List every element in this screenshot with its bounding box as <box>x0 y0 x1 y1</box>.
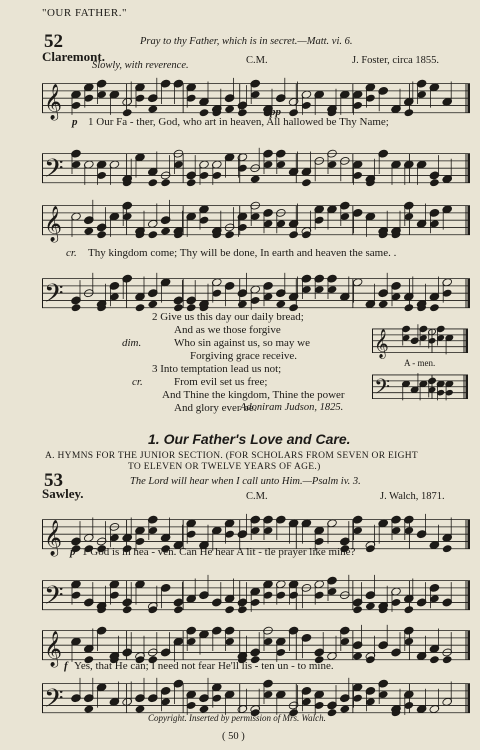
hymn-52-dynamic-pp: pp <box>270 106 281 118</box>
svg-text:𝄢: 𝄢 <box>44 581 64 617</box>
verse-line: And glory ever be. <box>174 402 257 414</box>
hymn-53-dynamic-p: p <box>70 546 76 558</box>
hymn-53-lyric-line-1: 1 God is in hea - ven. Can He hear A lit - tle prayer like mine? <box>82 546 356 558</box>
hymn-52-bass-staff-2 <box>42 275 470 315</box>
hymn-52-tune-name: Claremont. <box>42 49 105 64</box>
verse-line: Who sin against us, so may we <box>174 337 310 349</box>
svg-text:𝄢: 𝄢 <box>44 279 64 315</box>
hymn-52-author: Adoniram Judson, 1825. <box>240 402 344 413</box>
hymn-52-verses <box>112 311 345 415</box>
hymn-52-treble-staff-2 <box>42 202 470 242</box>
hymn-52-dynamic-p: p <box>72 116 78 128</box>
verse-mark: cr. <box>132 376 143 388</box>
verse-line: And Thine the kingdom, Thine the power <box>162 389 345 401</box>
svg-text:𝄞: 𝄞 <box>44 206 63 242</box>
section-title: 1. Our Father's Love and Care. <box>148 431 351 447</box>
hymn-52-tempo: Slowly, with reverence. <box>92 60 189 71</box>
svg-text:𝄞: 𝄞 <box>44 84 63 120</box>
hymn-53-meter: C.M. <box>246 491 268 502</box>
svg-text:𝄢: 𝄢 <box>44 154 64 190</box>
hymn-52-dynamic-cr: cr. <box>66 247 77 259</box>
verse-line: From evil set us free; <box>174 376 268 388</box>
svg-text:𝄢: 𝄢 <box>374 374 390 404</box>
hymn-53-epigraph: The Lord will hear when I call unto Him.—Psalm iv. 3. <box>130 476 361 487</box>
svg-text:𝄢: 𝄢 <box>44 684 64 720</box>
amen-bass-staff <box>372 372 468 404</box>
amen-lyric: A - men. <box>404 358 436 368</box>
page-number: ( 50 ) <box>222 731 245 742</box>
section-subtitle-line-1: A. HYMNS FOR THE JUNIOR SECTION. (FOR SCHOLARS FROM SEVEN OR EIGHT <box>45 451 419 461</box>
verse-line: 3 Into temptation lead us not; <box>152 363 282 375</box>
running-header: "OUR FATHER." <box>42 7 127 19</box>
hymn-53-composer: J. Walch, 1871. <box>380 491 445 502</box>
hymn-52-epigraph: Pray to thy Father, which is in secret.—Matt. vi. 6. <box>140 36 353 47</box>
hymn-53-number: 53 <box>44 470 63 491</box>
svg-text:𝄞: 𝄞 <box>44 520 63 556</box>
hymn-52-lyric-line-2: Thy kingdom come; Thy will be done, In earth and heaven the same. . <box>88 247 397 259</box>
hymn-53-lyric-line-2: Yes, that He can; I need not fear He'll lis - ten un - to mine. <box>74 660 334 672</box>
hymn-52-treble-staff-1 <box>42 80 470 120</box>
hymn-52-bass-staff-1 <box>42 150 470 190</box>
hymn-52-meter: C.M. <box>246 55 268 66</box>
hymn-53-bass-staff-1 <box>42 577 470 617</box>
hymn-53-tune-name: Sawley. <box>42 486 84 501</box>
svg-text:𝄞: 𝄞 <box>44 631 63 667</box>
verse-line: And as we those forgive <box>174 324 281 336</box>
hymn-53-dynamic-f: f <box>64 660 68 672</box>
verse-line: 2 Give us this day our daily bread; <box>152 311 304 323</box>
verse-line: Forgiving grace receive. <box>190 350 298 362</box>
hymn-52-composer: J. Foster, circa 1855. <box>352 55 440 66</box>
hymn-52-lyric-line-1: 1 Our Fa - ther, God, who art in heaven, All hallowed be Thy Name; <box>88 116 389 128</box>
section-subtitle-line-2: TO ELEVEN OR TWELVE YEARS OF AGE.) <box>128 462 321 472</box>
amen-treble-staff <box>372 326 468 358</box>
svg-text:𝄞: 𝄞 <box>374 328 389 358</box>
copyright-note: Copyright. Inserted by permission of Mrs. Walch. <box>148 713 326 723</box>
verse-mark: dim. <box>122 337 142 349</box>
hymn-52-number: 52 <box>44 31 63 52</box>
